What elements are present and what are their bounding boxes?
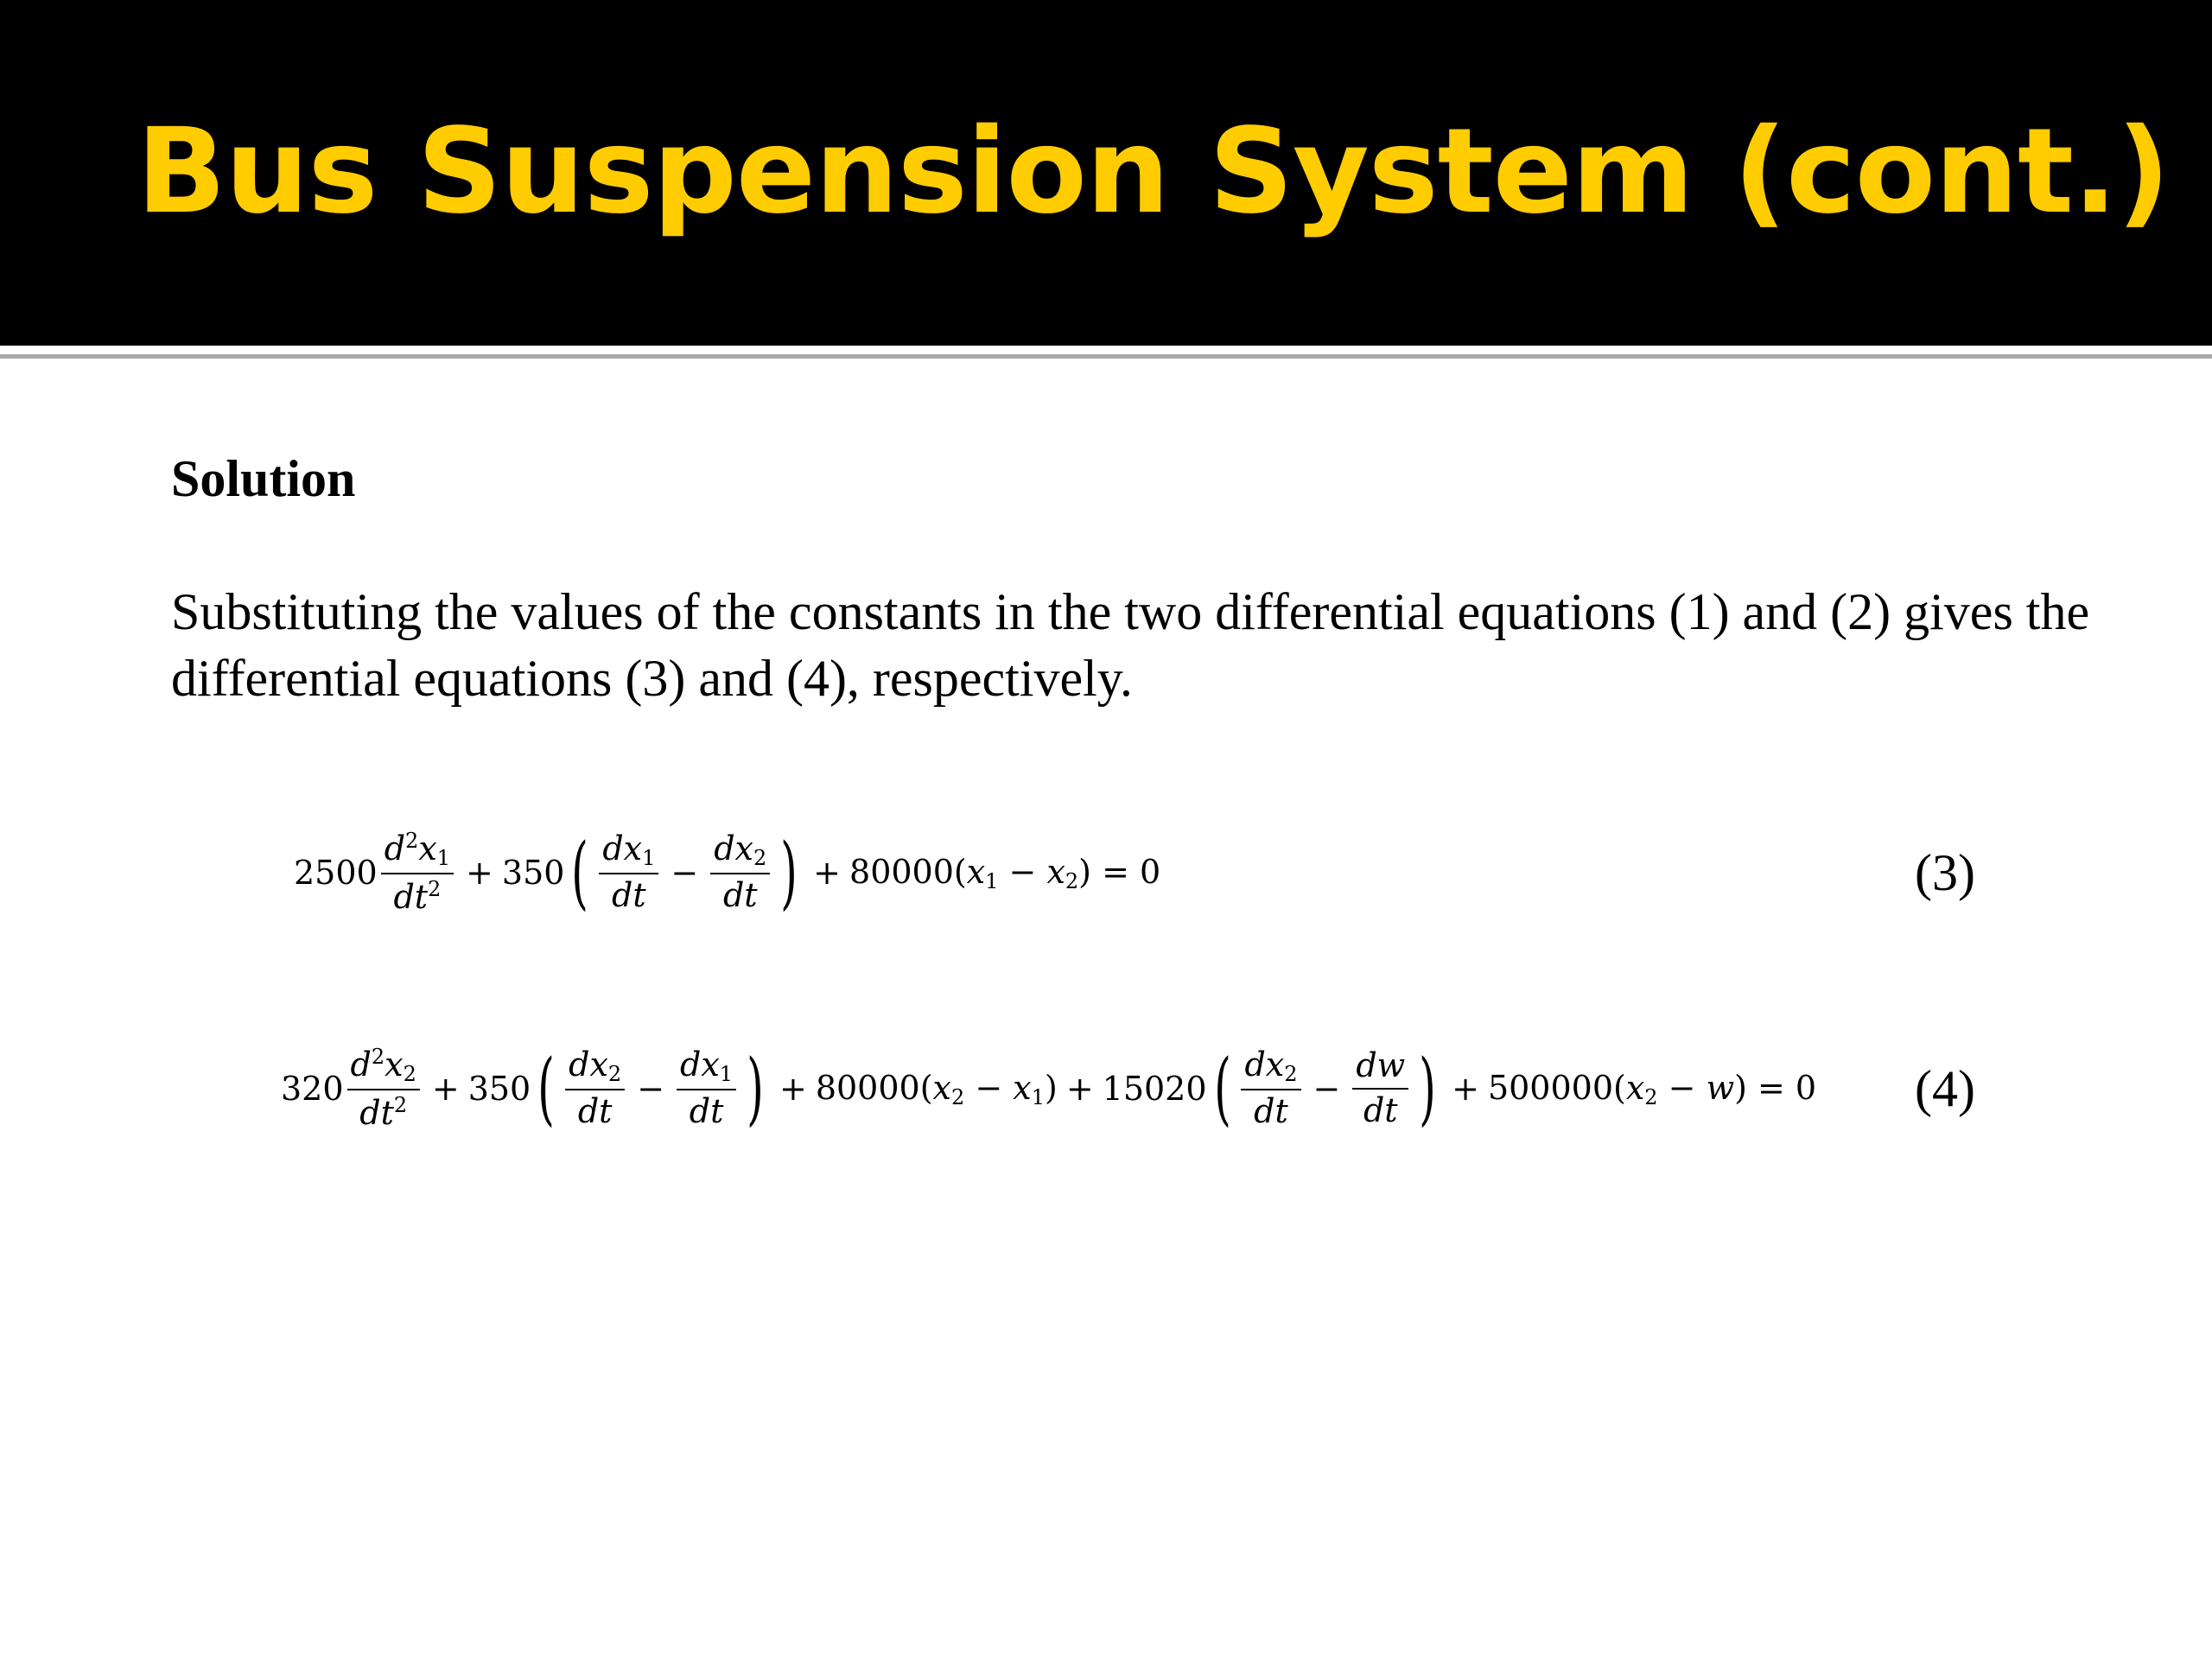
slide-title: Bus Suspension System (cont.): [137, 104, 2170, 240]
equation-4: [0, 1037, 2212, 1141]
equation-3-label: (3): [1915, 843, 1975, 901]
equation-4-label: (4): [1915, 1059, 1975, 1117]
body-paragraph: Substituting the values of the constants in the two differential equations (1) and (2) gives the differential equations (3) and (4), respectively.: [171, 583, 2090, 707]
equation-3-math: 2500 $\frac{d^2x_1}{dt^2}$ + 350 ( $\frac{dx_1}{dt}$ − $\frac{dx_2}{dt}$ ) + $80000(x_1 - x_2) = 0$: [294, 826, 1161, 918]
equation-4-math: 320 $\frac{d^2x_2}{dt^2}$ + 350 ( $\frac{dx_2}{dt}$ − $\frac{dx_1}{dt}$ ) + $80000(x_2 - x_1)$ + 15020 ( $\frac{dx_2}{dt}$ − $\frac{dw}{dt}$ ) + $500000(x_2 - w) = 0$: [281, 1042, 1817, 1135]
title-divider: [0, 354, 2212, 359]
title-bar: [0, 0, 2212, 346]
equation-3: [0, 821, 2212, 925]
section-heading: Solution: [171, 450, 356, 507]
